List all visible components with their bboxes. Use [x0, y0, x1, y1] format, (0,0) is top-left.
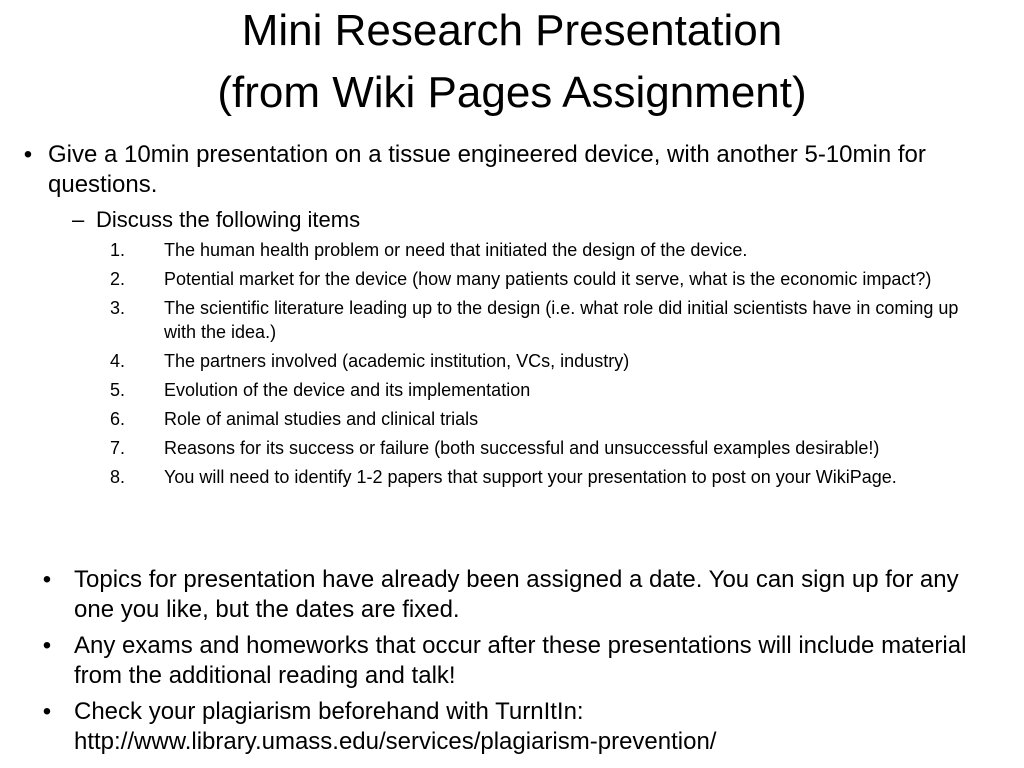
- item-text: The human health problem or need that initiated the design of the device.: [164, 240, 748, 260]
- list-item: [110, 349, 990, 373]
- sub-bullet: [72, 205, 972, 235]
- title-line-1: Mini Research Presentation: [241, 6, 783, 55]
- item-text: Evolution of the device and its implementation: [164, 380, 531, 400]
- sub-bullet-text: Discuss the following items: [96, 207, 361, 232]
- bullet-icon: •: [42, 698, 52, 725]
- item-number: 3.: [110, 298, 126, 318]
- item-number: 4.: [110, 351, 126, 371]
- bottom-bullet-text: Check your plagiarism beforehand with TurnItIn: http://www.library.umass.edu/services/plagiarism-prevention/: [74, 698, 717, 755]
- item-number: 6.: [110, 409, 126, 429]
- item-number: 7.: [110, 438, 126, 458]
- item-number: 2.: [110, 269, 126, 289]
- bottom-bullets: [20, 565, 1000, 763]
- bullet-icon: •: [23, 141, 33, 168]
- numbered-list: [110, 238, 990, 494]
- slide-title: [0, 0, 1024, 124]
- item-text: Role of animal studies and clinical trials: [164, 409, 479, 429]
- dash-icon: –: [72, 207, 85, 232]
- item-number: 1.: [110, 240, 126, 260]
- item-text: Reasons for its success or failure (both successful and unsuccessful examples desirable!): [164, 438, 880, 458]
- list-item: [110, 296, 990, 344]
- main-bullet-text: Give a 10min presentation on a tissue engineered device, with another 5-10min for questions.: [48, 141, 926, 198]
- bullet-icon: •: [42, 566, 52, 593]
- item-text: The scientific literature leading up to the design (i.e. what role did initial scientists have in coming up with the idea.): [164, 298, 959, 342]
- list-item: [110, 238, 990, 262]
- item-number: 8.: [110, 467, 126, 487]
- list-item: [110, 267, 990, 291]
- list-item: [110, 378, 990, 402]
- item-text: You will need to identify 1-2 papers that support your presentation to post on your WikiPage.: [164, 467, 897, 487]
- bottom-bullet: [20, 631, 1000, 691]
- bottom-bullet: [20, 697, 1000, 757]
- list-item: [110, 407, 990, 431]
- item-text: Potential market for the device (how many patients could it serve, what is the economic impact?): [164, 269, 932, 289]
- main-bullet: [8, 140, 1008, 200]
- bottom-bullet: [20, 565, 1000, 625]
- list-item: [110, 465, 990, 489]
- item-text: The partners involved (academic institution, VCs, industry): [164, 351, 630, 371]
- bottom-bullet-text: Any exams and homeworks that occur after these presentations will include material from the additional reading and talk!: [74, 632, 967, 689]
- list-item: [110, 436, 990, 460]
- title-line-2: (from Wiki Pages Assignment): [217, 68, 807, 117]
- bullet-icon: •: [42, 632, 52, 659]
- bottom-bullet-text: Topics for presentation have already been assigned a date. You can sign up for any one you like, but the dates are fixed.: [74, 566, 959, 623]
- item-number: 5.: [110, 380, 126, 400]
